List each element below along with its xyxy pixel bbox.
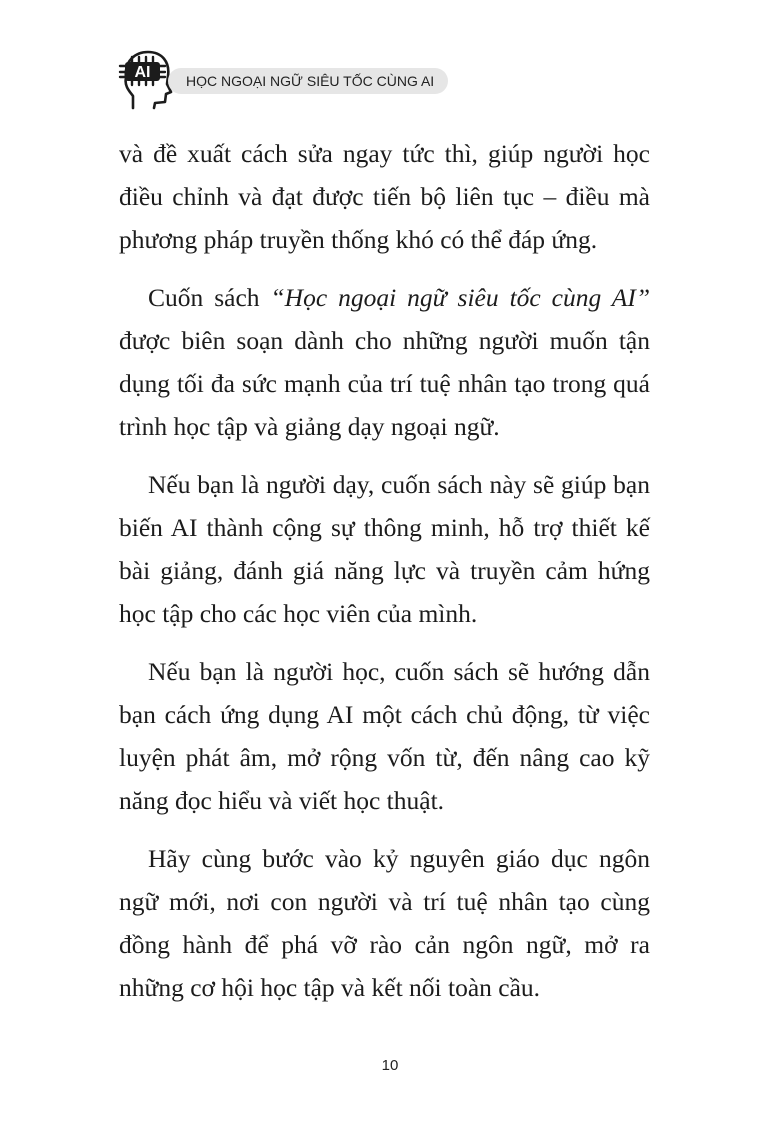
paragraph-2-lead: Cuốn sách [148,283,271,312]
paragraph-2 [119,276,650,448]
book-title-quote: “Học ngoại ngữ siêu tốc cùng AI” [270,283,650,312]
paragraph-1: và đề xuất cách sửa ngay tức thì, giúp người học điều chỉnh và đạt được tiến bộ liên tục – điều mà phương pháp truyền thống khó có thể đáp ứng. [119,139,650,254]
page-body [119,132,650,1024]
page-number: 10 [381,1057,399,1074]
paragraph-4: Nếu bạn là người học, cuốn sách sẽ hướng dẫn bạn cách ứng dụng AI một cách chủ động, từ việc luyện phát âm, mở rộng vốn từ, đến nâng cao kỹ năng đọc hiểu và viết học thuật. [119,657,650,815]
running-header [114,44,454,110]
logo-text: AI [134,64,151,81]
paragraph-2-tail: được biên soạn dành cho những người muốn tận dụng tối đa sức mạnh của trí tuệ nhân tạo trong quá trình học tập và giảng dạy ngoại ngữ. [119,326,650,441]
ai-head-chip-icon [114,44,176,110]
book-title-label: HỌC NGOẠI NGỮ SIÊU TỐC CÙNG AI [168,68,448,94]
paragraph-5: Hãy cùng bước vào kỷ nguyên giáo dục ngôn ngữ mới, nơi con người và trí tuệ nhân tạo cùng đồng hành để phá vỡ rào cản ngôn ngữ, mở ra những cơ hội học tập và kết nối toàn cầu. [119,844,650,1002]
paragraph-3: Nếu bạn là người dạy, cuốn sách này sẽ giúp bạn biến AI thành cộng sự thông minh, hỗ trợ thiết kế bài giảng, đánh giá năng lực và truyền cảm hứng học tập cho các học viên của mình. [119,470,650,628]
